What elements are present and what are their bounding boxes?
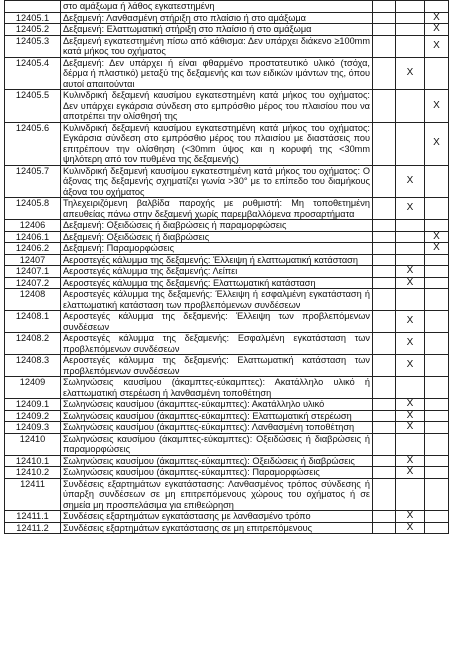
severity-mark-3	[425, 198, 449, 220]
code-cell: 12405.2	[5, 24, 61, 36]
severity-mark-1	[373, 1, 396, 13]
description-cell: Σωληνώσεις καυσίμου (άκαμπτες-εύκαμπτες): Λανθασμένη τοποθέτηση	[61, 422, 373, 434]
severity-mark-1	[373, 467, 396, 479]
severity-mark-1	[373, 478, 396, 511]
code-cell: 12405.3	[5, 35, 61, 57]
severity-mark-3	[425, 399, 449, 411]
severity-mark-1	[373, 399, 396, 411]
table-row	[5, 333, 449, 355]
severity-mark-2	[396, 254, 425, 266]
table-row	[5, 277, 449, 289]
description-cell: Σωληνώσεις καυσίμου (άκαμπτες-εύκαμπτες): Ελαττωματική στερέωση	[61, 410, 373, 422]
severity-mark-1	[373, 377, 396, 399]
severity-mark-3	[425, 220, 449, 232]
severity-mark-1	[373, 35, 396, 57]
description-cell: Τηλεχειριζόμενη βαλβίδα παροχής με ρυθμιστή: Μη τοποθετημένη απευθείας πάνω στην δεξαμενή χωρίς παρεμβαλλόμενα προσαρτήματα	[61, 198, 373, 220]
description-cell: Κυλινδρική δεξαμενή καυσίμου εγκατεστημένη κατά μήκος του οχήματος: Δεν υπάρχει εγκάρσια σύνδεση στο εμπρόσθιο μέρος του πλαισίου που να αποτρέπει την ολίσθησή της	[61, 90, 373, 123]
table-row	[5, 254, 449, 266]
code-cell: 12405.8	[5, 198, 61, 220]
severity-mark-3	[425, 355, 449, 377]
severity-mark-3: X	[425, 231, 449, 243]
table-row	[5, 355, 449, 377]
code-cell: 12405.4	[5, 57, 61, 90]
severity-mark-3	[425, 410, 449, 422]
severity-mark-2	[396, 243, 425, 255]
description-cell: Αεροστεγές κάλυμμα της δεξαμενής: Έλλειψη ή ελαττωματική κατάσταση	[61, 254, 373, 266]
table-row	[5, 377, 449, 399]
severity-mark-3	[425, 165, 449, 198]
table-row	[5, 220, 449, 232]
table-row	[5, 433, 449, 455]
severity-mark-2: X	[396, 311, 425, 333]
table-row	[5, 399, 449, 411]
severity-mark-1	[373, 277, 396, 289]
severity-mark-2: X	[396, 455, 425, 467]
code-cell: 12409	[5, 377, 61, 399]
severity-mark-3	[425, 277, 449, 289]
description-cell: Δεξαμενή: Δεν υπάρχει ή είναι φθαρμένο προστατευτικό υλικό (τσόχα, δέρμα ή πλαστικό) μεταξύ της δεξαμενής και των ειδικών ιμάντων της, όπου αυτοί απαιτούνται	[61, 57, 373, 90]
table-row	[5, 90, 449, 123]
severity-mark-2	[396, 220, 425, 232]
description-cell: Αεροστεγές κάλυμμα της δεξαμενής: Έλλειψη ή εσφαλμένη εγκατάσταση ή ελαττωματική κατάσταση των προβλεπόμενων συνδέσεων	[61, 289, 373, 311]
severity-mark-2: X	[396, 522, 425, 534]
table-row	[5, 231, 449, 243]
severity-mark-1	[373, 231, 396, 243]
description-cell: Αεροστεγές κάλυμμα της δεξαμενής: Έλλειψη των προβλεπόμενων συνδέσεων	[61, 311, 373, 333]
description-cell: Σωληνώσεις καυσίμου (άκαμπτες-εύκαμπτες): Παραμορφώσεις	[61, 467, 373, 479]
severity-mark-1	[373, 511, 396, 523]
code-cell: 12408	[5, 289, 61, 311]
description-cell: Αεροστεγές κάλυμμα της δεξαμενής: Ελαττωματική κατάσταση	[61, 277, 373, 289]
severity-mark-1	[373, 410, 396, 422]
code-cell: 12405.5	[5, 90, 61, 123]
code-cell: 12407.2	[5, 277, 61, 289]
table-row	[5, 24, 449, 36]
description-cell: Δεξαμενή: Οξειδώσεις ή διαβρώσεις	[61, 231, 373, 243]
defects-document	[4, 0, 448, 534]
description-cell: Δεξαμενή: Ελαττωματική στήριξη στο πλαίσιο ή στο αμάξωμα	[61, 24, 373, 36]
severity-mark-3	[425, 311, 449, 333]
table-row	[5, 122, 449, 165]
code-cell: 12410.1	[5, 455, 61, 467]
description-cell: Αεροστεγές κάλυμμα της δεξαμενής: Εσφαλμένη εγκατάσταση των προβλεπόμενων συνδέσεων	[61, 333, 373, 355]
severity-mark-3	[425, 422, 449, 434]
description-cell: στο αμάξωμα ή λάθος εγκατεστημένη	[61, 1, 373, 13]
table-row	[5, 410, 449, 422]
severity-mark-3	[425, 478, 449, 511]
severity-mark-2: X	[396, 511, 425, 523]
severity-mark-3	[425, 455, 449, 467]
severity-mark-2: X	[396, 165, 425, 198]
severity-mark-1	[373, 522, 396, 534]
description-cell: Δεξαμενή: Λανθασμένη στήριξη στο πλαίσιο ή στο αμάξωμα	[61, 12, 373, 24]
severity-mark-2: X	[396, 277, 425, 289]
severity-mark-3: X	[425, 90, 449, 123]
table-row	[5, 311, 449, 333]
table-row	[5, 422, 449, 434]
severity-mark-2	[396, 377, 425, 399]
severity-mark-2	[396, 289, 425, 311]
code-cell	[5, 1, 61, 13]
table-row	[5, 57, 449, 90]
severity-mark-2: X	[396, 410, 425, 422]
description-cell: Σωληνώσεις καυσίμου (άκαμπτες-εύκαμπτες): Ακατάλληλο υλικό ή ελαττωματική στερέωση ή λανθασμένη τοποθέτηση	[61, 377, 373, 399]
defects-table	[4, 0, 449, 534]
severity-mark-2	[396, 24, 425, 36]
description-cell: Σωληνώσεις καυσίμου (άκαμπτες-εύκαμπτες): Οξειδώσεις ή διαβρώσεις ή παραμορφώσεις	[61, 433, 373, 455]
severity-mark-2	[396, 1, 425, 13]
code-cell: 12408.2	[5, 333, 61, 355]
code-cell: 12406	[5, 220, 61, 232]
severity-mark-1	[373, 198, 396, 220]
severity-mark-3: X	[425, 243, 449, 255]
code-cell: 12406.2	[5, 243, 61, 255]
table-row	[5, 243, 449, 255]
code-cell: 12405.7	[5, 165, 61, 198]
severity-mark-2: X	[396, 467, 425, 479]
severity-mark-2	[396, 433, 425, 455]
severity-mark-1	[373, 254, 396, 266]
severity-mark-3	[425, 266, 449, 278]
code-cell: 12410	[5, 433, 61, 455]
severity-mark-1	[373, 220, 396, 232]
code-cell: 12411	[5, 478, 61, 511]
severity-mark-2	[396, 35, 425, 57]
table-row	[5, 1, 449, 13]
severity-mark-1	[373, 289, 396, 311]
severity-mark-3: X	[425, 122, 449, 165]
severity-mark-1	[373, 243, 396, 255]
severity-mark-2: X	[396, 399, 425, 411]
description-cell: Αεροστεγές κάλυμμα της δεξαμενής: Λείπει	[61, 266, 373, 278]
description-cell: Δεξαμενή: Οξειδώσεις ή διαβρώσεις ή παραμορφώσεις	[61, 220, 373, 232]
severity-mark-3	[425, 57, 449, 90]
code-cell: 12409.3	[5, 422, 61, 434]
code-cell: 12407	[5, 254, 61, 266]
severity-mark-1	[373, 57, 396, 90]
severity-mark-2	[396, 12, 425, 24]
table-row	[5, 467, 449, 479]
severity-mark-2	[396, 122, 425, 165]
description-cell: Κυλινδρική δεξαμενή καυσίμου εγκατεστημένη κατά μήκος του οχήματος: Ο άξονας της δεξαμενής σχηματίζει γωνία >30° με το επίπεδο του διαμήκους άξονα του οχήματος	[61, 165, 373, 198]
severity-mark-3: X	[425, 35, 449, 57]
severity-mark-2: X	[396, 198, 425, 220]
severity-mark-3: X	[425, 12, 449, 24]
table-row	[5, 35, 449, 57]
severity-mark-2	[396, 90, 425, 123]
severity-mark-1	[373, 422, 396, 434]
description-cell: Σωληνώσεις καυσίμου (άκαμπτες-εύκαμπτες): Οξειδώσεις ή διαβρώσεις	[61, 455, 373, 467]
severity-mark-2: X	[396, 333, 425, 355]
code-cell: 12408.1	[5, 311, 61, 333]
severity-mark-3	[425, 433, 449, 455]
code-cell: 12409.2	[5, 410, 61, 422]
severity-mark-1	[373, 433, 396, 455]
severity-mark-1	[373, 355, 396, 377]
severity-mark-3	[425, 522, 449, 534]
description-cell: Δεξαμενή: Παραμορφώσεις	[61, 243, 373, 255]
description-cell: Συνδέσεις εξαρτημάτων εγκατάστασης: Λανθασμένος τρόπος σύνδεσης ή ύπαρξη συνδέσεων σε μη επιτρεπόμενους χώρους του οχήματος ή σε σημεία μη προσπελάσιμα για επιθεώρηση	[61, 478, 373, 511]
severity-mark-1	[373, 311, 396, 333]
severity-mark-3	[425, 1, 449, 13]
table-row	[5, 522, 449, 534]
severity-mark-3	[425, 289, 449, 311]
code-cell: 12406.1	[5, 231, 61, 243]
description-cell: Συνδέσεις εξαρτημάτων εγκατάστασης σε μη επιτρεπόμενους	[61, 522, 373, 534]
severity-mark-2: X	[396, 266, 425, 278]
code-cell: 12410.2	[5, 467, 61, 479]
severity-mark-2	[396, 231, 425, 243]
severity-mark-2: X	[396, 422, 425, 434]
severity-mark-3	[425, 511, 449, 523]
severity-mark-1	[373, 24, 396, 36]
table-row	[5, 478, 449, 511]
severity-mark-2: X	[396, 57, 425, 90]
defects-table-body	[5, 1, 449, 534]
severity-mark-1	[373, 333, 396, 355]
code-cell: 12411.1	[5, 511, 61, 523]
description-cell: Κυλινδρική δεξαμενή καυσίμου εγκατεστημένη κατά μήκος του οχήματος: Εγκάρσια σύνδεση στο εμπρόσθιο μέρος του πλαισίου με διαστάσεις που επιτρέπουν την ολίσθηση (<30mm ύψος και η κορυφή της <30mm ψηλότερη από τον πυθμένα της δεξαμενής)	[61, 122, 373, 165]
table-row	[5, 289, 449, 311]
table-row	[5, 165, 449, 198]
table-row	[5, 455, 449, 467]
code-cell: 12407.1	[5, 266, 61, 278]
code-cell: 12408.3	[5, 355, 61, 377]
severity-mark-1	[373, 122, 396, 165]
severity-mark-1	[373, 90, 396, 123]
severity-mark-2	[396, 478, 425, 511]
severity-mark-3	[425, 333, 449, 355]
severity-mark-1	[373, 455, 396, 467]
table-row	[5, 266, 449, 278]
code-cell: 12405.1	[5, 12, 61, 24]
code-cell: 12409.1	[5, 399, 61, 411]
severity-mark-1	[373, 266, 396, 278]
severity-mark-1	[373, 165, 396, 198]
severity-mark-1	[373, 12, 396, 24]
table-row	[5, 198, 449, 220]
description-cell: Συνδέσεις εξαρτημάτων εγκατάστασης με λανθασμένο τρόπο	[61, 511, 373, 523]
table-row	[5, 511, 449, 523]
description-cell: Δεξαμενή εγκατεστημένη πίσω από κάθισμα: Δεν υπάρχει διάκενο ≥100mm κατά μήκος του οχήματος	[61, 35, 373, 57]
code-cell: 12405.6	[5, 122, 61, 165]
description-cell: Αεροστεγές κάλυμμα της δεξαμενής: Ελαττωματική κατάσταση των προβλεπόμενων συνδέσεων	[61, 355, 373, 377]
code-cell: 12411.2	[5, 522, 61, 534]
severity-mark-3	[425, 377, 449, 399]
severity-mark-3: X	[425, 24, 449, 36]
severity-mark-3	[425, 254, 449, 266]
severity-mark-2: X	[396, 355, 425, 377]
description-cell: Σωληνώσεις καυσίμου (άκαμπτες-εύκαμπτες): Ακατάλληλο υλικό	[61, 399, 373, 411]
table-row	[5, 12, 449, 24]
severity-mark-3	[425, 467, 449, 479]
